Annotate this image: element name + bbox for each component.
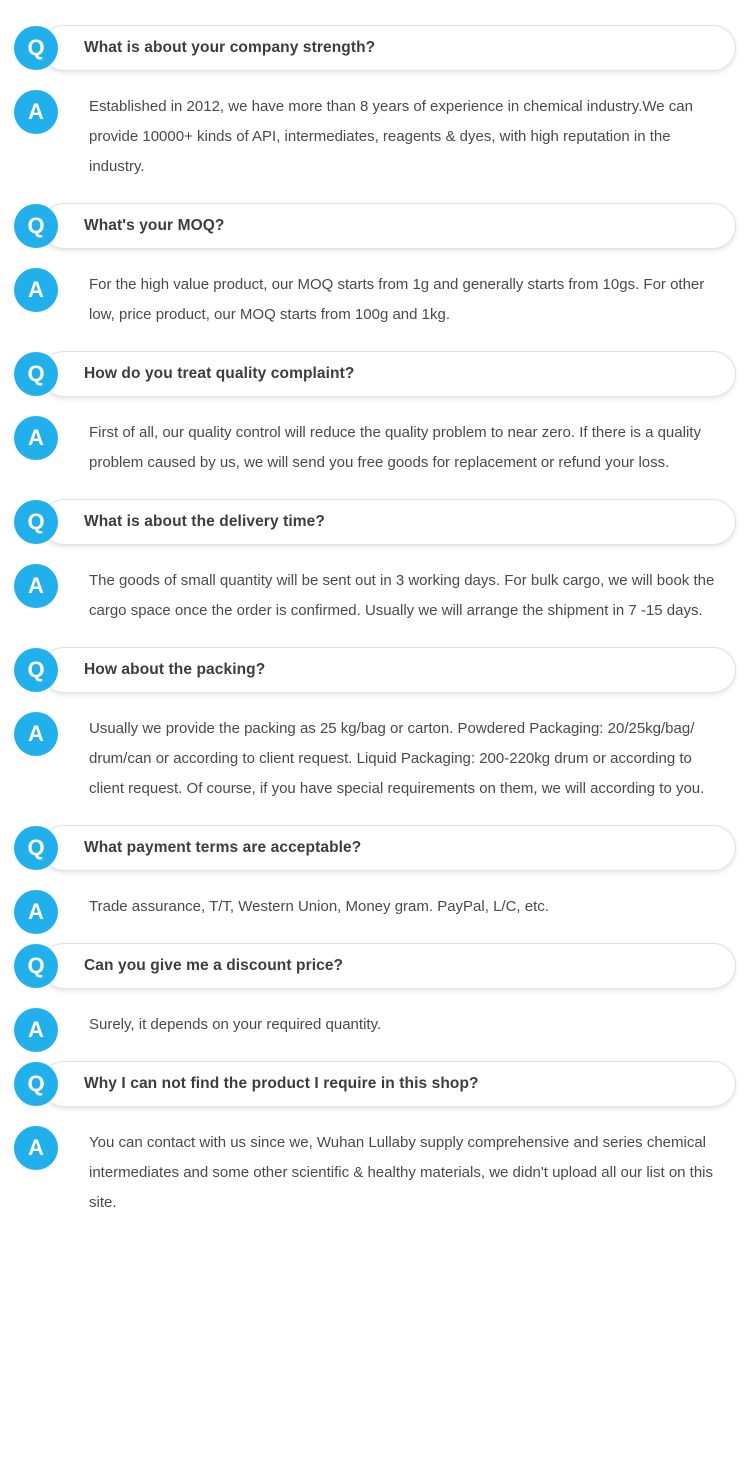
question-badge-icon: Q [14,26,58,70]
answer-badge-icon: A [14,1126,58,1170]
faq-answer-row [14,406,736,496]
faq-question-pill[interactable] [41,647,736,693]
faq-item [14,822,736,940]
question-badge-icon: Q [14,204,58,248]
faq-answer-text: For the high value product, our MOQ starts from 1g and generally starts from 10gs. For other low, price product, our MOQ starts from 100g and 1kg. [89,276,705,323]
answer-badge-icon: A [14,890,58,934]
question-badge-icon: Q [14,500,58,544]
faq-item [14,200,736,348]
faq-question-text: What payment terms are acceptable? [84,838,362,856]
faq-question-pill[interactable] [41,25,736,71]
answer-badge-icon: A [14,268,58,312]
faq-question-text: What is about your company strength? [84,38,376,56]
faq-question-row[interactable] [14,1058,736,1110]
faq-question-row[interactable] [14,496,736,548]
faq-answer-row [14,554,736,644]
answer-badge-icon: A [14,564,58,608]
faq-question-row[interactable] [14,644,736,696]
faq-question-row[interactable] [14,200,736,252]
answer-badge-icon: A [14,1008,58,1052]
faq-answer-text: Usually we provide the packing as 25 kg/bag or carton. Powdered Packaging: 20/25kg/bag/ drum/can or according to client request. Liquid Packaging: 200-220kg drum or according to client request. Of course, if you have special requirements on them, we will according to you. [89,720,705,797]
faq-answer-row [14,998,736,1058]
faq-item [14,22,736,200]
answer-badge-icon: A [14,416,58,460]
answer-badge-icon: A [14,712,58,756]
question-badge-icon: Q [14,1062,58,1106]
faq-answer-text: Trade assurance, T/T, Western Union, Money gram. PayPal, L/C, etc. [89,898,549,915]
question-badge-icon: Q [14,352,58,396]
faq-answer-row [14,258,736,348]
question-badge-icon: Q [14,648,58,692]
faq-question-row[interactable] [14,348,736,400]
faq-question-pill[interactable] [41,943,736,989]
faq-question-text: Can you give me a discount price? [84,956,344,974]
faq-answer-row [14,880,736,940]
faq-answer-row [14,80,736,200]
faq-question-row[interactable] [14,22,736,74]
faq-answer-row [14,702,736,822]
faq-question-pill[interactable] [41,203,736,249]
faq-answer-text: The goods of small quantity will be sent out in 3 working days. For bulk cargo, we will book the cargo space once the order is confirmed. Usually we will arrange the shipment in 7 -15 days. [89,572,715,619]
faq-question-row[interactable] [14,940,736,992]
faq-answer-row [14,1116,736,1236]
faq-question-pill[interactable] [41,351,736,397]
faq-answer-text: Surely, it depends on your required quantity. [89,1016,382,1033]
faq-question-text: What's your MOQ? [84,216,225,234]
faq-question-pill[interactable] [41,825,736,871]
faq-item [14,644,736,822]
faq-question-text: How do you treat quality complaint? [84,364,355,382]
faq-answer-text: You can contact with us since we, Wuhan Lullaby supply comprehensive and series chemical intermediates and some other scientific & healthy materials, we didn't upload all our list on this site. [89,1134,714,1211]
faq-question-text: How about the packing? [84,660,266,678]
faq-item [14,496,736,644]
faq-item [14,348,736,496]
faq-question-text: Why I can not find the product I require in this shop? [84,1074,479,1092]
faq-answer-text: Established in 2012, we have more than 8 years of experience in chemical industry.We can provide 10000+ kinds of API, intermediates, reagents & dyes, with high reputation in the industry. [89,98,693,175]
faq-question-row[interactable] [14,822,736,874]
question-badge-icon: Q [14,944,58,988]
faq-question-pill[interactable] [41,499,736,545]
answer-badge-icon: A [14,90,58,134]
faq-answer-text: First of all, our quality control will reduce the quality problem to near zero. If there is a quality problem caused by us, we will send you free goods for replacement or refund your loss. [89,424,701,471]
question-badge-icon: Q [14,826,58,870]
faq-question-text: What is about the delivery time? [84,512,325,530]
faq-item [14,1058,736,1236]
faq-item [14,940,736,1058]
faq-question-pill[interactable] [41,1061,736,1107]
